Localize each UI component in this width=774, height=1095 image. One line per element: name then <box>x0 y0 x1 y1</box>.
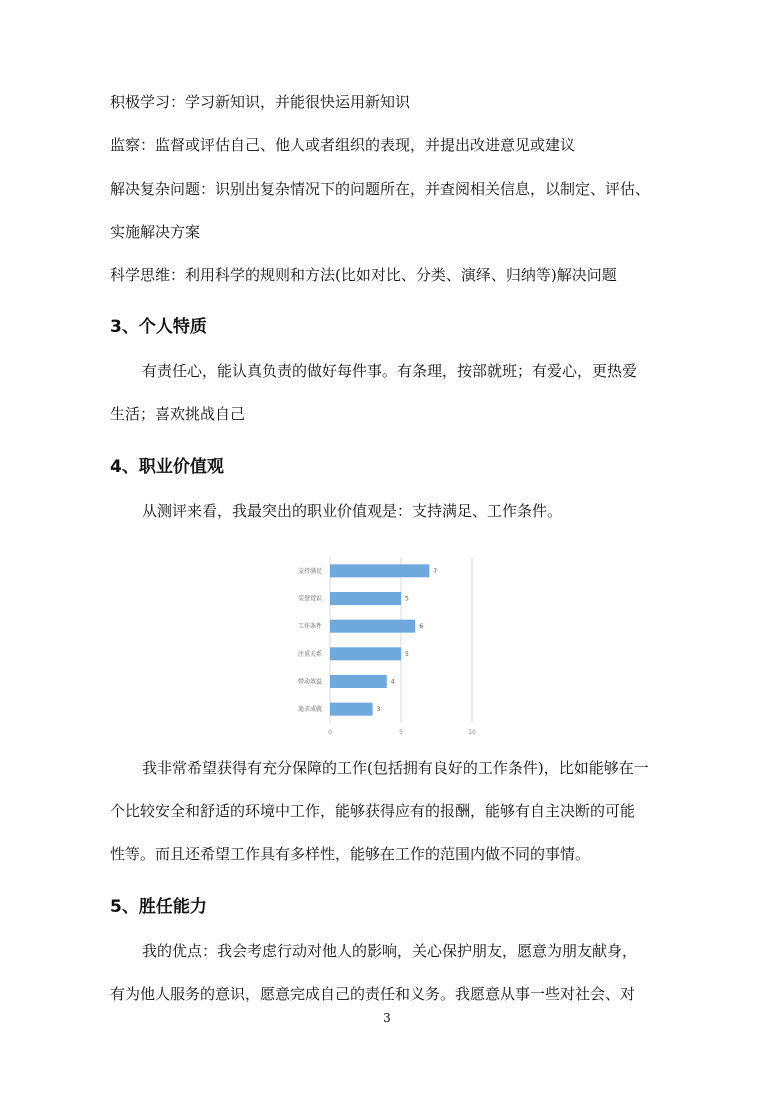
data-label: 3 <box>376 706 381 714</box>
category-label: 工作条件 <box>297 623 322 631</box>
section-3-paragraph-line: 生活；喜欢挑战自己 <box>110 405 246 423</box>
section-5-paragraph-line: 我的优点：我会考虑行动对他人的影响，关心保护朋友，愿意为朋友献身， <box>142 942 638 960</box>
section-5-title: 5、胜任能力 <box>110 897 207 917</box>
skill-active-learning: 积极学习：学习新知识，并能很快运用新知识 <box>110 93 411 111</box>
category-label: 注重关系 <box>297 650 322 658</box>
section-4-intro: 从测评来看，我最突出的职业价值观是：支持满足、工作条件。 <box>142 502 563 520</box>
bar <box>330 564 429 577</box>
category-label: 带动效益 <box>297 678 322 686</box>
section-4-paragraph-line: 性等。而且还希望工作具有多样性，能够在工作的范围内做不同的事情。 <box>110 845 591 863</box>
bar <box>330 592 401 605</box>
skill-complex-problem-cont: 实施解决方案 <box>110 223 201 241</box>
x-tick-label: 5 <box>399 729 403 736</box>
section-4-title: 4、职业价值观 <box>110 457 224 477</box>
x-tick-label: 0 <box>328 729 332 736</box>
bar <box>330 647 401 660</box>
skill-scientific-thinking: 科学思维：利用科学的规则和方法(比如对比、分类、演绎、归纳等)解决问题 <box>110 266 617 284</box>
category-label: 支持满足 <box>297 567 322 575</box>
skill-complex-problem: 解决复杂问题：识别出复杂情况下的问题所在，并查阅相关信息，以制定、评估、 <box>110 180 651 198</box>
bar <box>330 620 415 633</box>
category-label: 追求成就 <box>297 706 322 714</box>
section-3-paragraph-line: 有责任心，能认真负责的做好每件事。有条理，按部就班；有爱心，更热爱 <box>142 362 638 380</box>
data-label: 5 <box>405 595 409 603</box>
values-bar-chart <box>280 553 490 738</box>
skill-monitoring: 监察：监督或评估自己、他人或者组织的表现，并提出改进意见或建议 <box>110 136 576 154</box>
bar <box>330 675 387 688</box>
section-4-paragraph-line: 个比较安全和舒适的环境中工作，能够获得应有的报酬，能够有自主决断的可能 <box>110 802 636 820</box>
bar <box>330 703 373 716</box>
data-label: 6 <box>419 623 424 631</box>
data-label: 7 <box>433 567 438 575</box>
section-4-paragraph-line: 我非常希望获得有充分保障的工作(包括拥有良好的工作条件)，比如能够在一 <box>142 759 649 777</box>
data-label: 4 <box>390 678 395 686</box>
category-label: 荣誉赏识 <box>297 595 322 603</box>
data-label: 5 <box>405 650 409 658</box>
page-number: 3 <box>383 1011 391 1025</box>
x-tick-label: 10 <box>468 729 476 736</box>
section-5-paragraph-line: 有为他人服务的意识，愿意完成自己的责任和义务。我愿意从事一些对社会、对 <box>110 985 636 1003</box>
section-3-title: 3、个人特质 <box>110 317 207 337</box>
